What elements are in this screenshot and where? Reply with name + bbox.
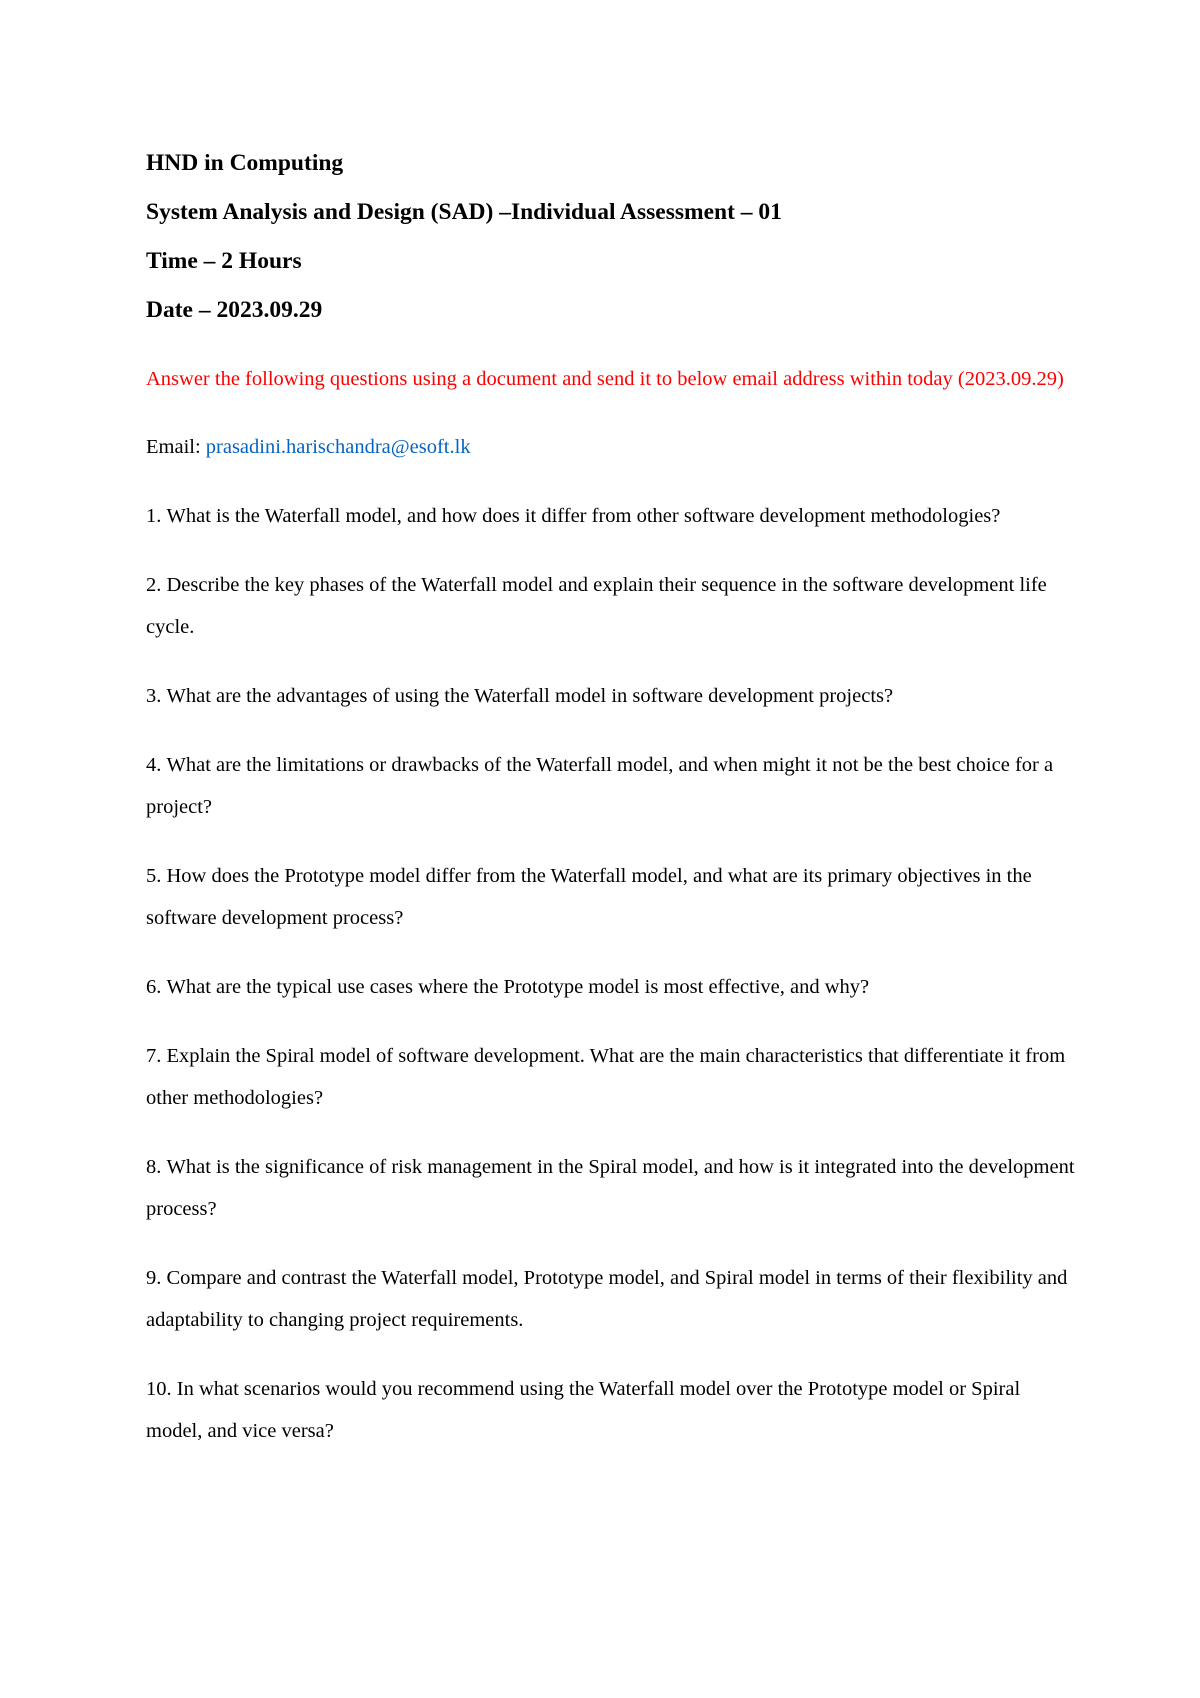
question-text: What are the typical use cases where the Prototype model is most effective, and why? [166, 976, 870, 998]
question-item [146, 495, 1076, 537]
email-link[interactable]: prasadini.harischandra@esoft.lk [205, 436, 471, 458]
question-item [146, 1146, 1076, 1230]
instructions-text: Answer the following questions using a document and send it to below email address within today (2023.09.29) [146, 368, 1064, 390]
question-text: Explain the Spiral model of software development. What are the main characteristics that differentiate it from other methodologies? [146, 1045, 1066, 1109]
question-text: What are the advantages of using the Waterfall model in software development projects? [166, 685, 894, 707]
question-number: 8. [146, 1156, 162, 1178]
question-item [146, 564, 1076, 648]
question-item [146, 1368, 1076, 1452]
question-item [146, 966, 1076, 1008]
question-number: 2. [146, 574, 162, 596]
program-title: HND in Computing [146, 150, 344, 176]
question-number: 1. [146, 505, 162, 527]
question-number: 7. [146, 1045, 162, 1067]
module-title: System Analysis and Design (SAD) –Individual Assessment – 01 [146, 199, 782, 225]
document-content [146, 146, 1076, 1452]
question-text: What is the Waterfall model, and how does it differ from other software development methodologies? [166, 505, 1001, 527]
question-number: 4. [146, 754, 162, 776]
time-line: Time – 2 Hours [146, 248, 302, 274]
question-item [146, 675, 1076, 717]
question-item [146, 1257, 1076, 1341]
question-number: 9. [146, 1267, 162, 1289]
question-text: Compare and contrast the Waterfall model, Prototype model, and Spiral model in terms of their flexibility and adaptability to changing project requirements. [146, 1267, 1068, 1331]
question-text: What are the limitations or drawbacks of the Waterfall model, and when might it not be the best choice for a project? [146, 754, 1054, 818]
question-text: In what scenarios would you recommend using the Waterfall model over the Prototype model or Spiral model, and vice versa? [146, 1378, 1021, 1442]
question-text: Describe the key phases of the Waterfall model and explain their sequence in the software development life cycle. [146, 574, 1047, 638]
question-number: 6. [146, 976, 162, 998]
question-item [146, 855, 1076, 939]
question-item [146, 1035, 1076, 1119]
question-text: How does the Prototype model differ from the Waterfall model, and what are its primary objectives in the software development process? [146, 865, 1032, 929]
email-line [146, 426, 1076, 468]
question-number: 5. [146, 865, 162, 887]
question-text: What is the significance of risk management in the Spiral model, and how is it integrated into the development process? [146, 1156, 1075, 1220]
question-number: 3. [146, 685, 162, 707]
date-line: Date – 2023.09.29 [146, 297, 323, 323]
email-label: Email: [146, 436, 206, 458]
question-item [146, 744, 1076, 828]
question-number: 10. [146, 1378, 172, 1400]
